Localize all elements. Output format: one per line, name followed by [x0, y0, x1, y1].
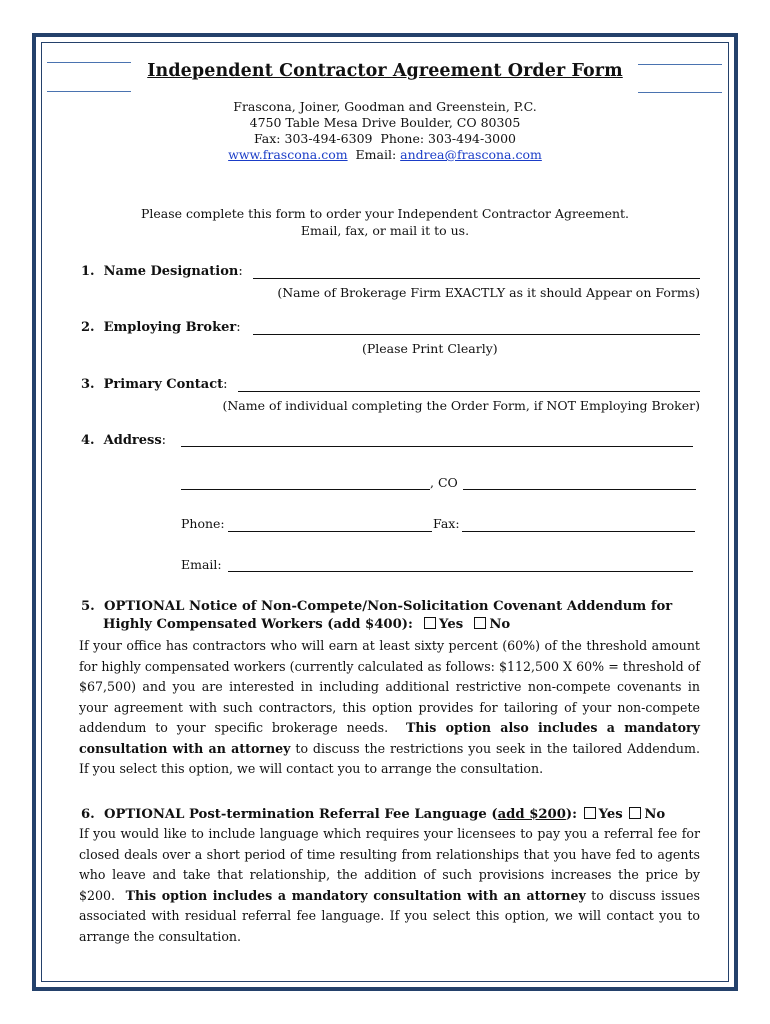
decorative-rule	[638, 92, 722, 93]
phone-input[interactable]	[228, 531, 432, 532]
firm-info	[0, 99, 770, 163]
firm-fax-phone: Fax: 303-494-6309 Phone: 303-494-3000	[253, 131, 517, 146]
primary-contact-input[interactable]	[238, 391, 700, 392]
employing-broker-input[interactable]	[253, 334, 700, 335]
section-6-no-checkbox[interactable]	[629, 807, 641, 819]
instructions-line-2: Email, fax, or mail it to us.	[300, 223, 470, 238]
firm-address: 4750 Table Mesa Drive Boulder, CO 80305	[249, 115, 521, 130]
primary-contact-hint: (Name of individual completing the Order Form, if NOT Employing Broker)	[222, 398, 700, 413]
section-6-heading: 6. OPTIONAL Post-termination Referral Fee Language (add $200): Yes No	[81, 807, 666, 822]
email-field-label: Email:	[181, 557, 222, 572]
firm-name: Frascona, Joiner, Goodman and Greenstein, P.C.	[233, 99, 537, 114]
field-employing-broker-label: 2. Employing Broker:	[81, 320, 241, 335]
website-link[interactable]: www.frascona.com	[228, 147, 348, 162]
instructions-line-1: Please complete this form to order your Independent Contractor Agreement.	[140, 206, 630, 221]
phone-label: Phone:	[181, 516, 225, 531]
section-5-yes-checkbox[interactable]	[424, 617, 436, 629]
section-5-no-checkbox[interactable]	[474, 617, 486, 629]
firm-contact-line	[0, 147, 770, 163]
employing-broker-hint: (Please Print Clearly)	[362, 341, 498, 356]
fax-label: Fax:	[433, 516, 460, 531]
field-name-designation-label: 1. Name Designation:	[81, 264, 243, 279]
section-5-heading: 5. OPTIONAL Notice of Non-Compete/Non-Solicitation Covenant Addendum for Highly Compensated Workers (add $400): Yes No	[81, 599, 673, 632]
instructions	[0, 205, 770, 239]
field-address-label: 4. Address:	[81, 433, 167, 448]
email-label: Email:	[355, 147, 397, 162]
address-state-label: , CO	[430, 475, 458, 490]
address-street-input[interactable]	[181, 446, 693, 447]
fax-input[interactable]	[462, 531, 695, 532]
section-6-body: If you would like to include language which requires your licensees to pay you a referral fee for closed deals over a short period of time resulting from relationships that you have fed to agents who leave and take that relationship, the addition of such provisions increases the price by $200. This option includes a mandatory consultation with an attorney to discuss issues associated with residual referral fee language. If you select this option, we will contact you to arrange the consultation.	[79, 826, 700, 944]
section-5-body: If your office has contractors who will earn at least sixty percent (60%) of the threshold amount for highly compensated workers (currently calculated as follows: $112,500 X 60% = threshold of $67,500) and you are interested in including additional restrictive non-compete covenants in your agreement with such contractors, this option provides for tailoring of your non-compete addendum to your specific brokerage needs. This option also includes a mandatory consultation with an attorney to discuss the restrictions you seek in the tailored Addendum. If you select this option, we will contact you to arrange the consultation.	[79, 638, 700, 776]
field-primary-contact-label: 3. Primary Contact:	[81, 377, 228, 392]
decorative-rule	[47, 91, 131, 92]
name-designation-hint: (Name of Brokerage Firm EXACTLY as it should Appear on Forms)	[277, 285, 700, 300]
address-zip-input[interactable]	[463, 489, 696, 490]
name-designation-input[interactable]	[253, 278, 700, 279]
section-6-yes-checkbox[interactable]	[584, 807, 596, 819]
address-city-input[interactable]	[181, 489, 430, 490]
form-title: Independent Contractor Agreement Order Form	[147, 61, 623, 81]
email-link[interactable]: andrea@frascona.com	[400, 147, 542, 162]
email-input[interactable]	[228, 571, 693, 572]
